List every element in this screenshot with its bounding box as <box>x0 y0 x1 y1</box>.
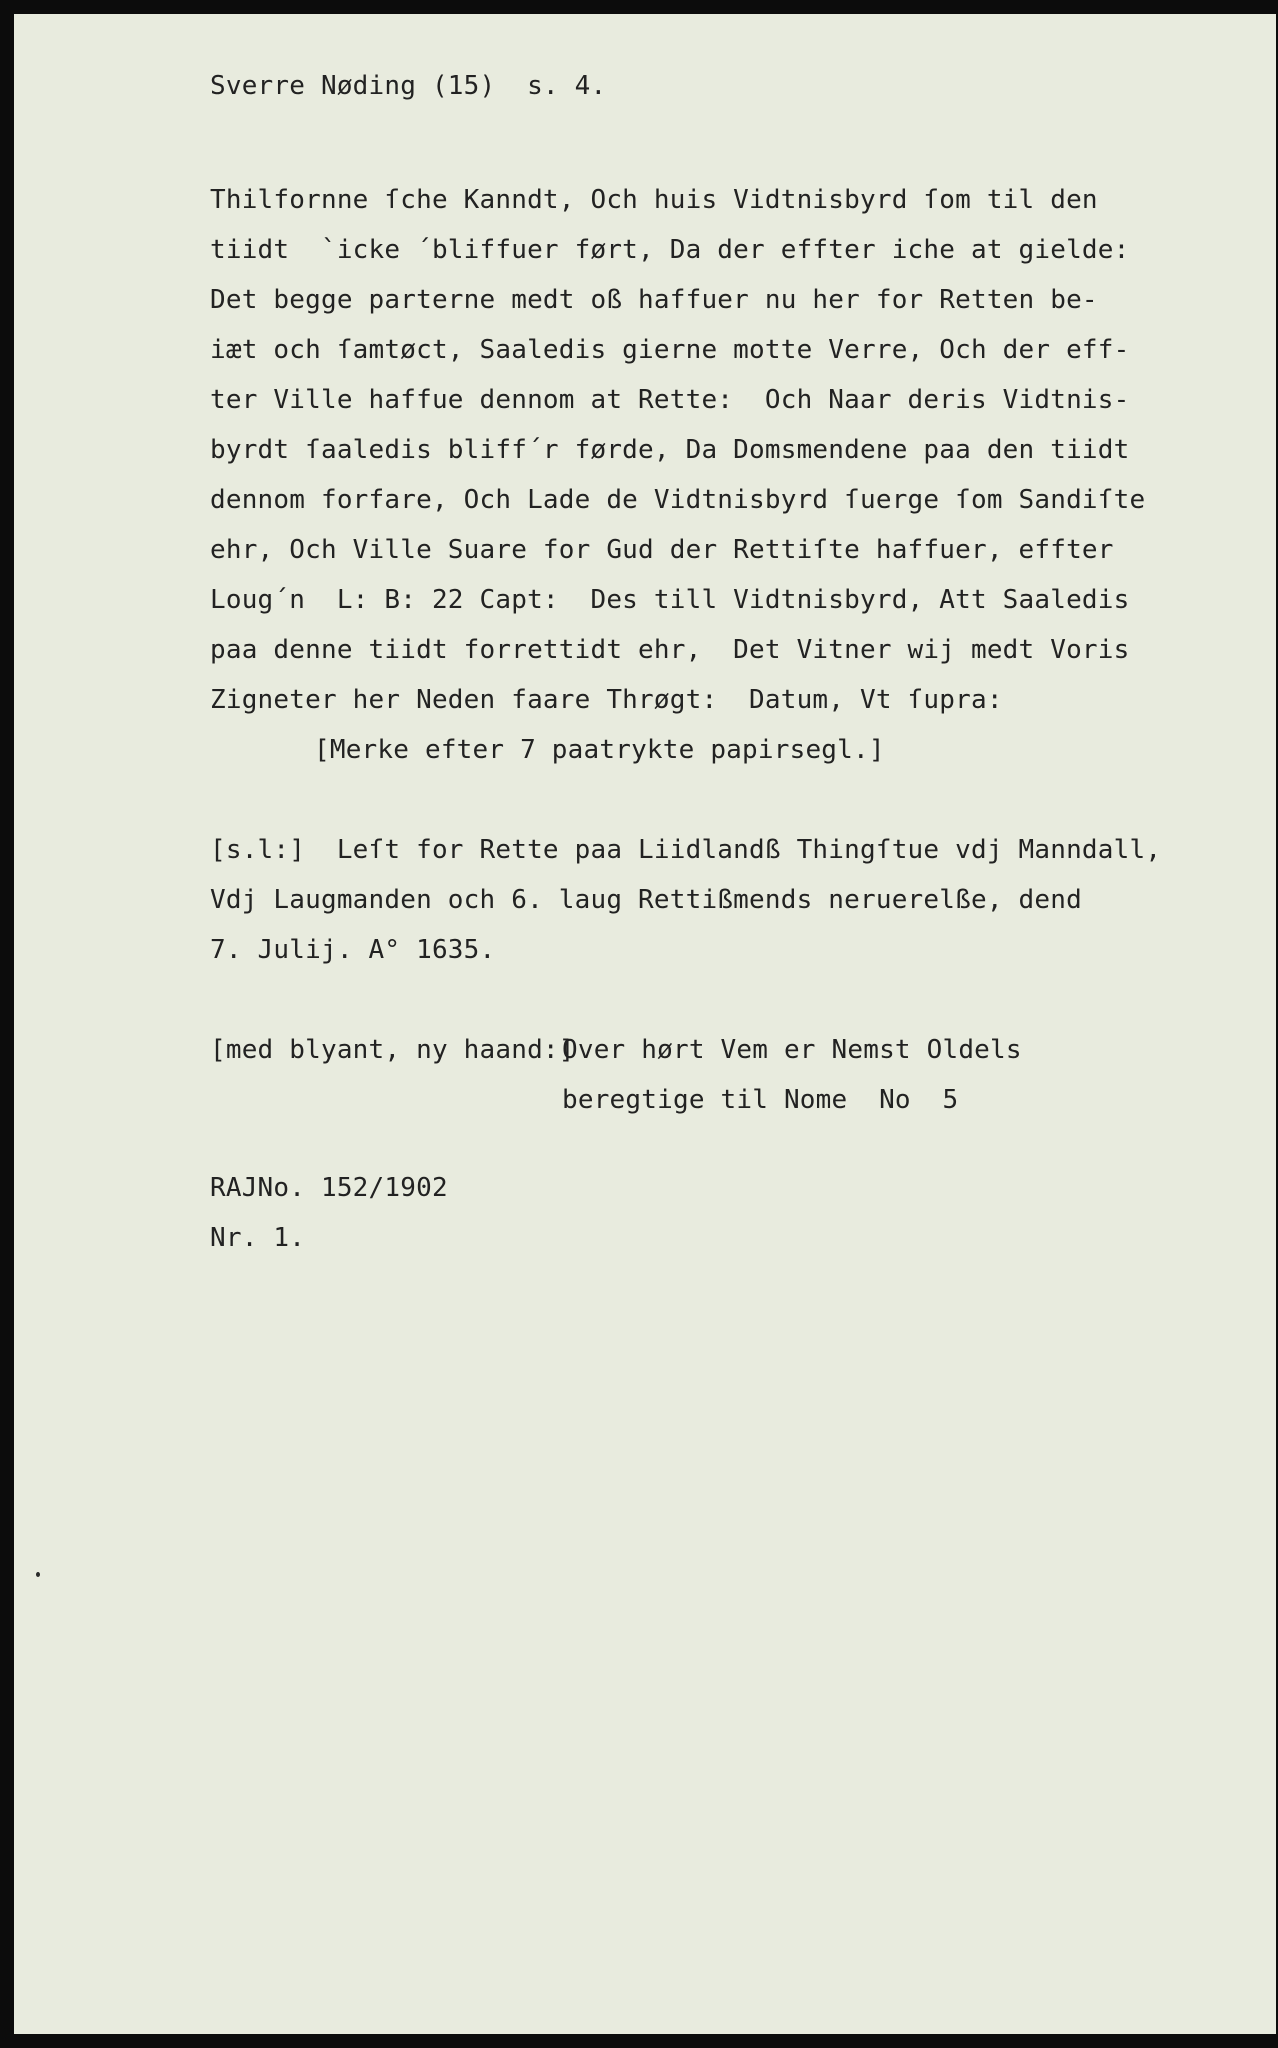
body-line: ter Ville haffue dennom at Rette: Och Naar deris Vidtnis- <box>210 385 1130 415</box>
body-line: ehr, Och Ville Suare for Gud der Rettiſte haffuer, effter <box>210 535 1114 565</box>
document-page <box>14 14 1276 2034</box>
reading-line: [s.l:] Leſt for Rette paa Liidlandß Thingſtue vdj Manndall, <box>210 835 1162 865</box>
body-line: iæt och ſamtøct, Saaledis gierne motte Verre, Och der eff- <box>210 335 1130 365</box>
pencil-note-line: Over hørt Vem er Nemst Oldels <box>562 1035 1022 1065</box>
document-header: Sverre Nøding (15) s. 4. <box>210 71 607 101</box>
ink-speck <box>36 1572 40 1577</box>
pencil-note-label: [med blyant, ny haand:] <box>210 1035 575 1065</box>
reading-line: 7. Julij. A° 1635. <box>210 935 496 965</box>
reading-line: Vdj Laugmanden och 6. laug Rettißmends neruerelße, dend <box>210 885 1082 915</box>
archive-number: Nr. 1. <box>210 1223 306 1253</box>
body-line: paa denne tiidt forrettidt ehr, Det Vitner wij medt Voris <box>210 635 1130 665</box>
body-line: Thilfornne ſche Kanndt, Och huis Vidtnisbyrd ſom til den <box>210 185 1098 215</box>
body-line: Zigneter her Neden faare Thrøgt: Datum, Vt ſupra: <box>210 685 1003 715</box>
archive-reference: RAJNo. 152/1902 <box>210 1173 448 1203</box>
pencil-note-line: beregtige til Nome No 5 <box>562 1085 959 1115</box>
body-line: tiidt `icke ´bliffuer ført, Da der effter iche at gielde: <box>210 235 1130 265</box>
body-line: Loug´n L: B: 22 Capt: Des till Vidtnisbyrd, Att Saaledis <box>210 585 1130 615</box>
seal-note: [Merke efter 7 paatrykte papirsegl.] <box>314 735 885 765</box>
body-line: byrdt ſaaledis bliff´r førde, Da Domsmendene paa den tiidt <box>210 435 1130 465</box>
body-line: Det begge parterne medt oß haffuer nu her for Retten be- <box>210 285 1098 315</box>
body-line: dennom forfare, Och Lade de Vidtnisbyrd ſuerge ſom Sandiſte <box>210 485 1146 515</box>
